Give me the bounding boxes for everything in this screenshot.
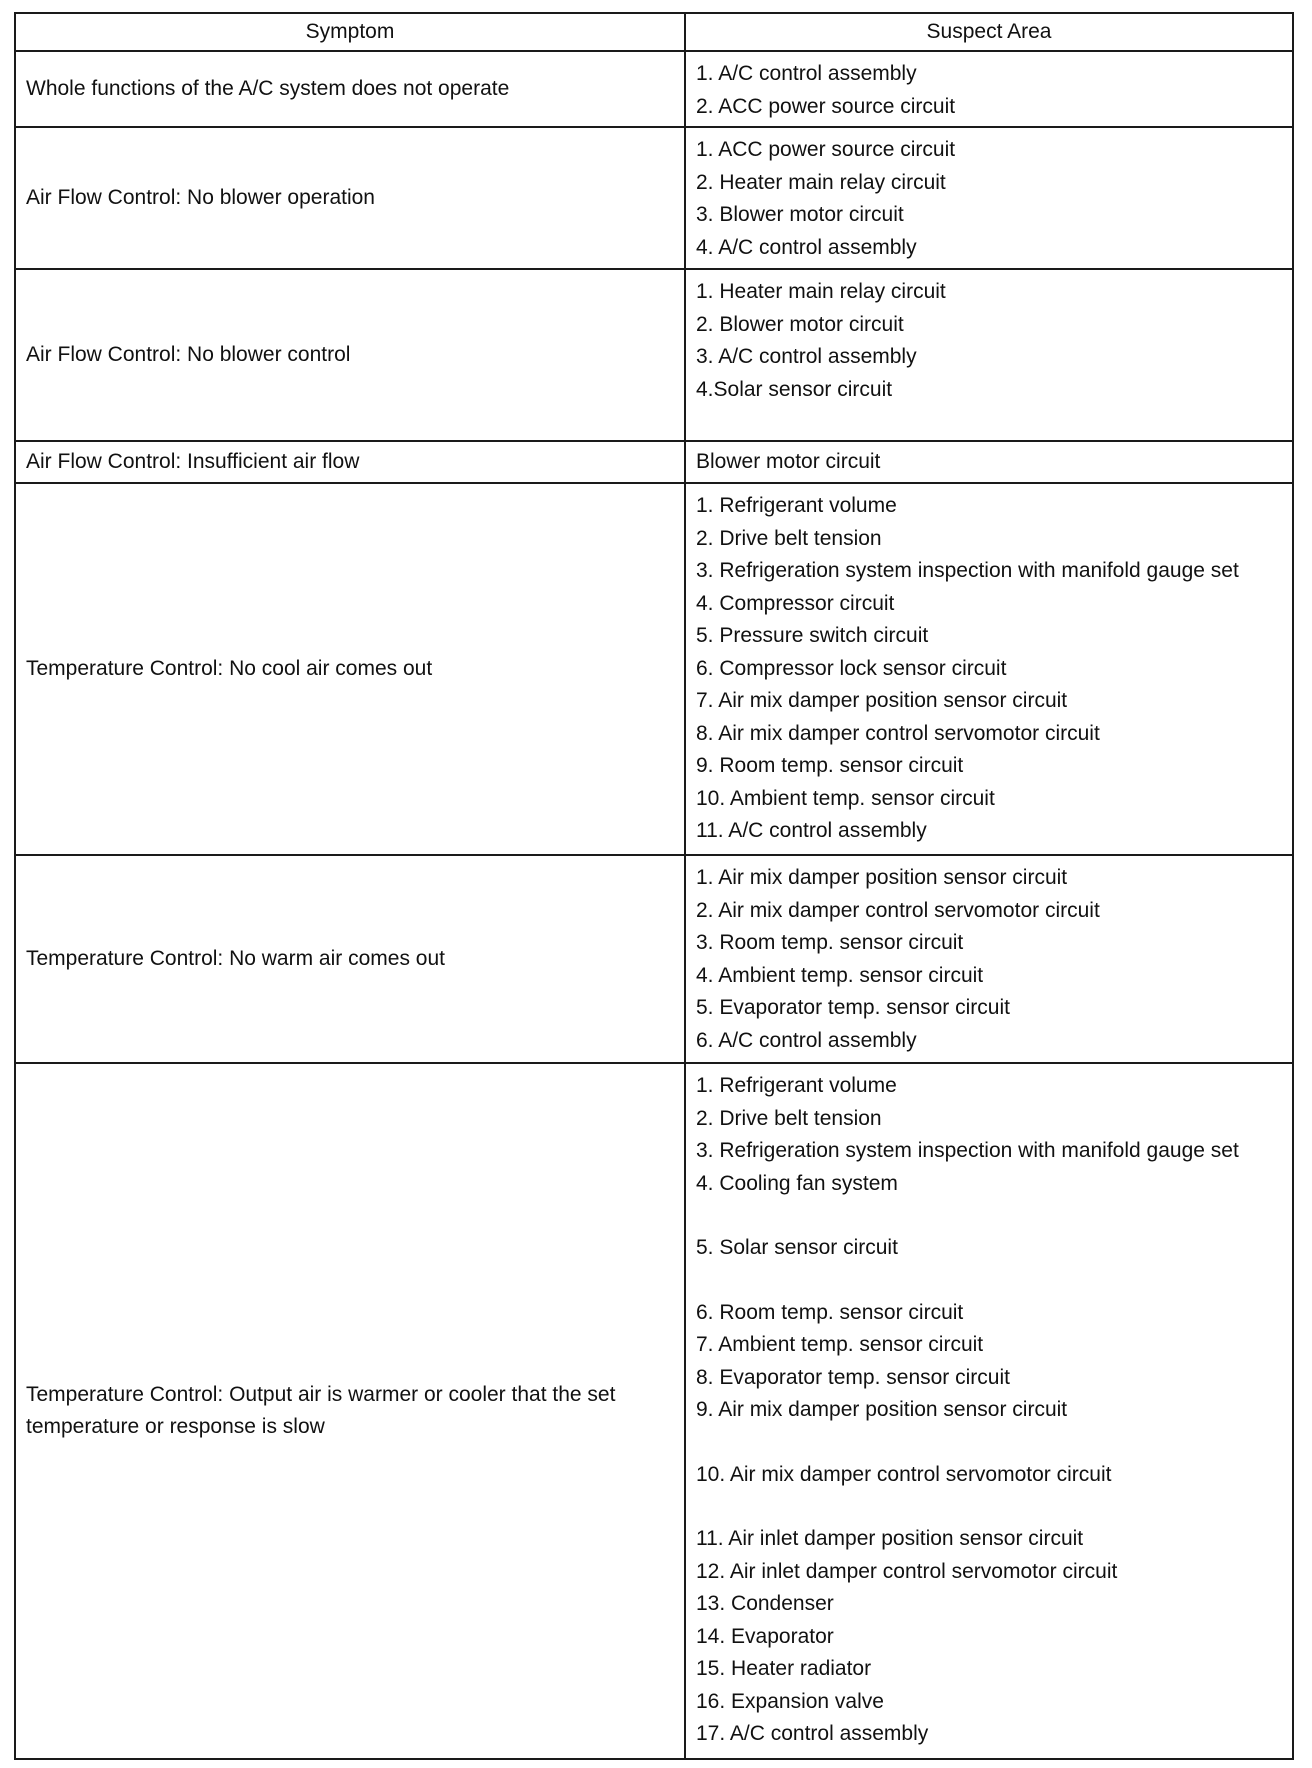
suspect-item: 4. Compressor circuit: [696, 591, 895, 615]
suspect-item: 1. Refrigerant volume: [696, 1074, 897, 1097]
suspect-item: 5. Solar sensor circuit: [696, 1236, 898, 1259]
suspect-item: 10. Air mix damper control servomotor circuit: [696, 1462, 1112, 1486]
suspect-item: 1. Refrigerant volume: [696, 494, 897, 517]
suspect-item: 3. Blower motor circuit: [696, 203, 904, 226]
suspect-item: 1. Heater main relay circuit: [696, 280, 946, 303]
suspect-item: 6. Room temp. sensor circuit: [696, 1300, 964, 1324]
suspect-item: 11. Air inlet damper position sensor circuit: [696, 1527, 1084, 1550]
suspect-item: 11. A/C control assembly: [696, 819, 927, 842]
table-row: [16, 442, 1292, 484]
table-row: [16, 270, 1292, 442]
symptom-cell: Temperature Control: No cool air comes out: [26, 657, 433, 680]
suspect-item: 3. Refrigeration system inspection with manifold gauge set: [696, 559, 1239, 582]
symptom-cell: Air Flow Control: No blower control: [26, 343, 351, 366]
suspect-item: 2. Drive belt tension: [696, 1106, 882, 1130]
suspect-item: 8. Air mix damper control servomotor circuit: [696, 721, 1100, 745]
table-row: [16, 52, 1292, 128]
suspect-item: 2. ACC power source circuit: [696, 94, 956, 118]
symptom-cell: Air Flow Control: No blower operation: [26, 186, 375, 209]
suspect-item: 3. A/C control assembly: [696, 345, 917, 368]
suspect-item: 13. Condenser: [696, 1592, 834, 1615]
suspect-item: 9. Room temp. sensor circuit: [696, 754, 964, 777]
suspect-item: 4. Ambient temp. sensor circuit: [696, 963, 984, 987]
suspect-item: 3. Refrigeration system inspection with manifold gauge set: [696, 1139, 1239, 1162]
suspect-item: 5. Evaporator temp. sensor circuit: [696, 996, 1010, 1019]
suspect-item: 16. Expansion valve: [696, 1689, 884, 1713]
suspect-item: 2. Air mix damper control servomotor circuit: [696, 898, 1100, 922]
suspect-area-list: [696, 1070, 1284, 1751]
suspect-item: 17. A/C control assembly: [696, 1722, 929, 1745]
suspect-item: 7. Air mix damper position sensor circuit: [696, 689, 1068, 712]
suspect-item: 2. Blower motor circuit: [696, 312, 904, 336]
suspect-item: 14. Evaporator: [696, 1624, 834, 1648]
suspect-item: 10. Ambient temp. sensor circuit: [696, 786, 995, 810]
suspect-item: 1. Air mix damper position sensor circuit: [696, 866, 1068, 889]
suspect-area-list: [696, 58, 1284, 123]
suspect-item: 6. Compressor lock sensor circuit: [696, 656, 1007, 680]
symptom-cell: Whole functions of the A/C system does not operate: [26, 77, 510, 100]
suspect-item: 4. A/C control assembly: [696, 235, 917, 259]
suspect-item: 2. Heater main relay circuit: [696, 170, 946, 194]
symptom-column-header: Symptom: [305, 20, 395, 43]
suspect-item: 1. ACC power source circuit: [696, 138, 956, 161]
table-row: [16, 128, 1292, 270]
suspect-item: 6. A/C control assembly: [696, 1028, 917, 1052]
suspect-item: 15. Heater radiator: [696, 1657, 872, 1680]
suspect-item: 12. Air inlet damper control servomotor circuit: [696, 1559, 1118, 1583]
table-row: [16, 856, 1292, 1064]
suspect-area-list: [696, 490, 1284, 848]
suspect-area-column-header: Suspect Area: [926, 20, 1052, 43]
suspect-area-list: [696, 276, 1284, 406]
suspect-item: 4.Solar sensor circuit: [696, 377, 893, 401]
suspect-area-list: [696, 862, 1284, 1057]
suspect-area-list: [696, 446, 1284, 479]
symptom-cell: Temperature Control: Output air is warmer or cooler that the set temperature or response is slow: [26, 1383, 616, 1438]
suspect-item: 5. Pressure switch circuit: [696, 624, 929, 647]
suspect-item: 1. A/C control assembly: [696, 62, 917, 85]
suspect-item: 3. Room temp. sensor circuit: [696, 931, 964, 954]
troubleshooting-table: [14, 12, 1294, 1760]
suspect-item: 4. Cooling fan system: [696, 1171, 898, 1195]
symptom-cell: Air Flow Control: Insufficient air flow: [26, 450, 360, 473]
suspect-item: 9. Air mix damper position sensor circuit: [696, 1398, 1068, 1421]
suspect-item: Blower motor circuit: [696, 449, 881, 473]
table-header: [16, 14, 1292, 52]
suspect-item: 8. Evaporator temp. sensor circuit: [696, 1365, 1010, 1389]
suspect-item: 7. Ambient temp. sensor circuit: [696, 1333, 984, 1356]
table-row: [16, 484, 1292, 856]
symptom-cell: Temperature Control: No warm air comes out: [26, 947, 445, 970]
suspect-item: 2. Drive belt tension: [696, 526, 882, 550]
suspect-area-list: [696, 134, 1284, 264]
table-row: [16, 1064, 1292, 1758]
